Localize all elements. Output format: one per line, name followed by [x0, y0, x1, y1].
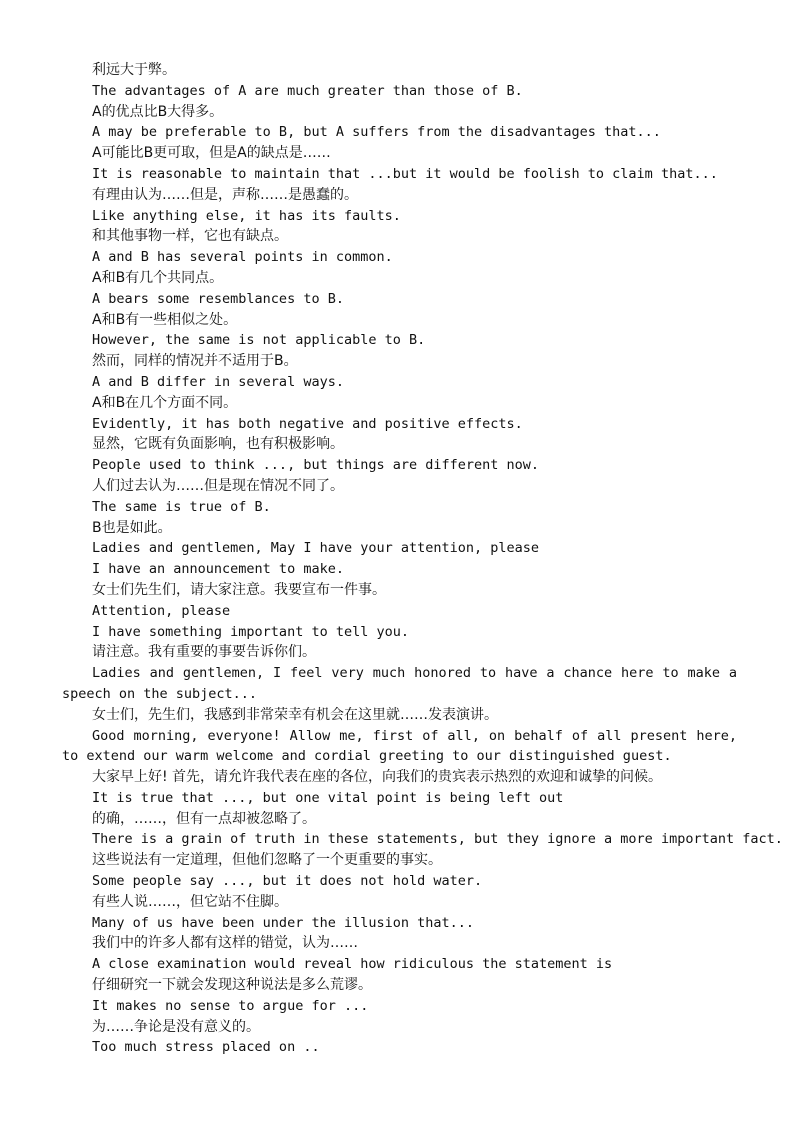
chinese-translation-line: A和B在几个方面不同。 — [92, 394, 238, 411]
chinese-translation-line: A和B有一些相似之处。 — [92, 311, 238, 328]
chinese-translation-line: 女士们先生们，请大家注意。我要宣布一件事。 — [92, 581, 386, 598]
chinese-translation-line: 大家早上好! 首先，请允许我代表在座的各位，向我们的贵宾表示热烈的欢迎和诚挚的问候。 — [92, 769, 663, 786]
phrase-list — [62, 60, 783, 1058]
chinese-translation-line: A和B有几个共同点。 — [92, 269, 224, 286]
english-phrase-line: A and B differ in several ways. — [92, 373, 344, 390]
english-phrase-line: Some people say ..., but it does not hold water. — [92, 873, 483, 890]
chinese-translation-line: 仔细研究一下就会发现这种说法是多么荒谬。 — [92, 977, 372, 994]
english-phrase-line: I have something important to tell you. — [92, 623, 409, 640]
chinese-translation-line: 利远大于弊。 — [92, 62, 176, 78]
english-phrase-line: The advantages of A are much greater than those of B. — [92, 82, 523, 99]
english-phrase-line: A close examination would reveal how ridiculous the statement is — [92, 956, 613, 973]
english-phrase-line: Evidently, it has both negative and positive effects. — [92, 415, 523, 432]
chinese-translation-line: 为……争论是没有意义的。 — [92, 1018, 260, 1035]
english-phrase-line: Like anything else, it has its faults. — [92, 207, 401, 224]
english-phrase-line: The same is true of B. — [92, 498, 271, 515]
english-phrase-line: It is reasonable to maintain that ...but it would be foolish to claim that... — [92, 165, 718, 182]
english-phrase-line: It is true that ..., but one vital point is being left out — [92, 789, 564, 806]
english-phrase-line: Good morning, everyone! Allow me, first of all, on behalf of all present here, to extend our warm welcome and cordial greeting to our distinguished guest. — [62, 727, 737, 765]
chinese-translation-line: 请注意。我有重要的事要告诉你们。 — [92, 644, 316, 661]
english-phrase-line: I have an announcement to make. — [92, 561, 344, 578]
english-phrase-line: However, the same is not applicable to B. — [92, 332, 426, 349]
english-phrase-line: There is a grain of truth in these statements, but they ignore a more important fact. — [92, 831, 783, 848]
chinese-translation-line: 我们中的许多人都有这样的错觉，认为…… — [92, 935, 358, 952]
english-phrase-line: A and B has several points in common. — [92, 249, 393, 266]
english-phrase-line: It makes no sense to argue for ... — [92, 997, 369, 1014]
chinese-translation-line: 的确，……，但有一点却被忽略了。 — [92, 810, 316, 827]
chinese-translation-line: 这些说法有一定道理，但他们忽略了一个更重要的事实。 — [92, 852, 442, 869]
chinese-translation-line: 显然，它既有负面影响，也有积极影响。 — [92, 436, 344, 453]
english-phrase-line: Ladies and gentlemen, I feel very much honored to have a chance here to make a speech on the subject... — [62, 665, 737, 702]
chinese-translation-line: 有理由认为……但是，声称……是愚蠢的。 — [92, 186, 358, 203]
english-phrase-line: Too much stress placed on .. — [92, 1039, 320, 1056]
chinese-translation-line: 人们过去认为……但是现在情况不同了。 — [92, 477, 344, 494]
english-phrase-line: Many of us have been under the illusion that... — [92, 914, 475, 931]
chinese-translation-line: 女士们，先生们，我感到非常荣幸有机会在这里就……发表演讲。 — [92, 706, 498, 723]
chinese-translation-line: 有些人说……，但它站不住脚。 — [92, 893, 288, 910]
chinese-translation-line: A的优点比B大得多。 — [92, 103, 224, 120]
chinese-translation-line: 和其他事物一样，它也有缺点。 — [92, 228, 288, 245]
chinese-translation-line: A可能比B更可取，但是A的缺点是…… — [92, 145, 331, 162]
english-phrase-line: A may be preferable to B, but A suffers from the disadvantages that... — [92, 124, 661, 141]
english-phrase-line: People used to think ..., but things are different now. — [92, 457, 540, 474]
chinese-translation-line: B也是如此。 — [92, 519, 172, 536]
english-phrase-line: Attention, please — [92, 602, 231, 619]
english-phrase-line: Ladies and gentlemen, May I have your attention, please — [92, 540, 540, 557]
english-phrase-line: A bears some resemblances to B. — [92, 290, 344, 307]
chinese-translation-line: 然而，同样的情况并不适用于B。 — [92, 353, 298, 370]
